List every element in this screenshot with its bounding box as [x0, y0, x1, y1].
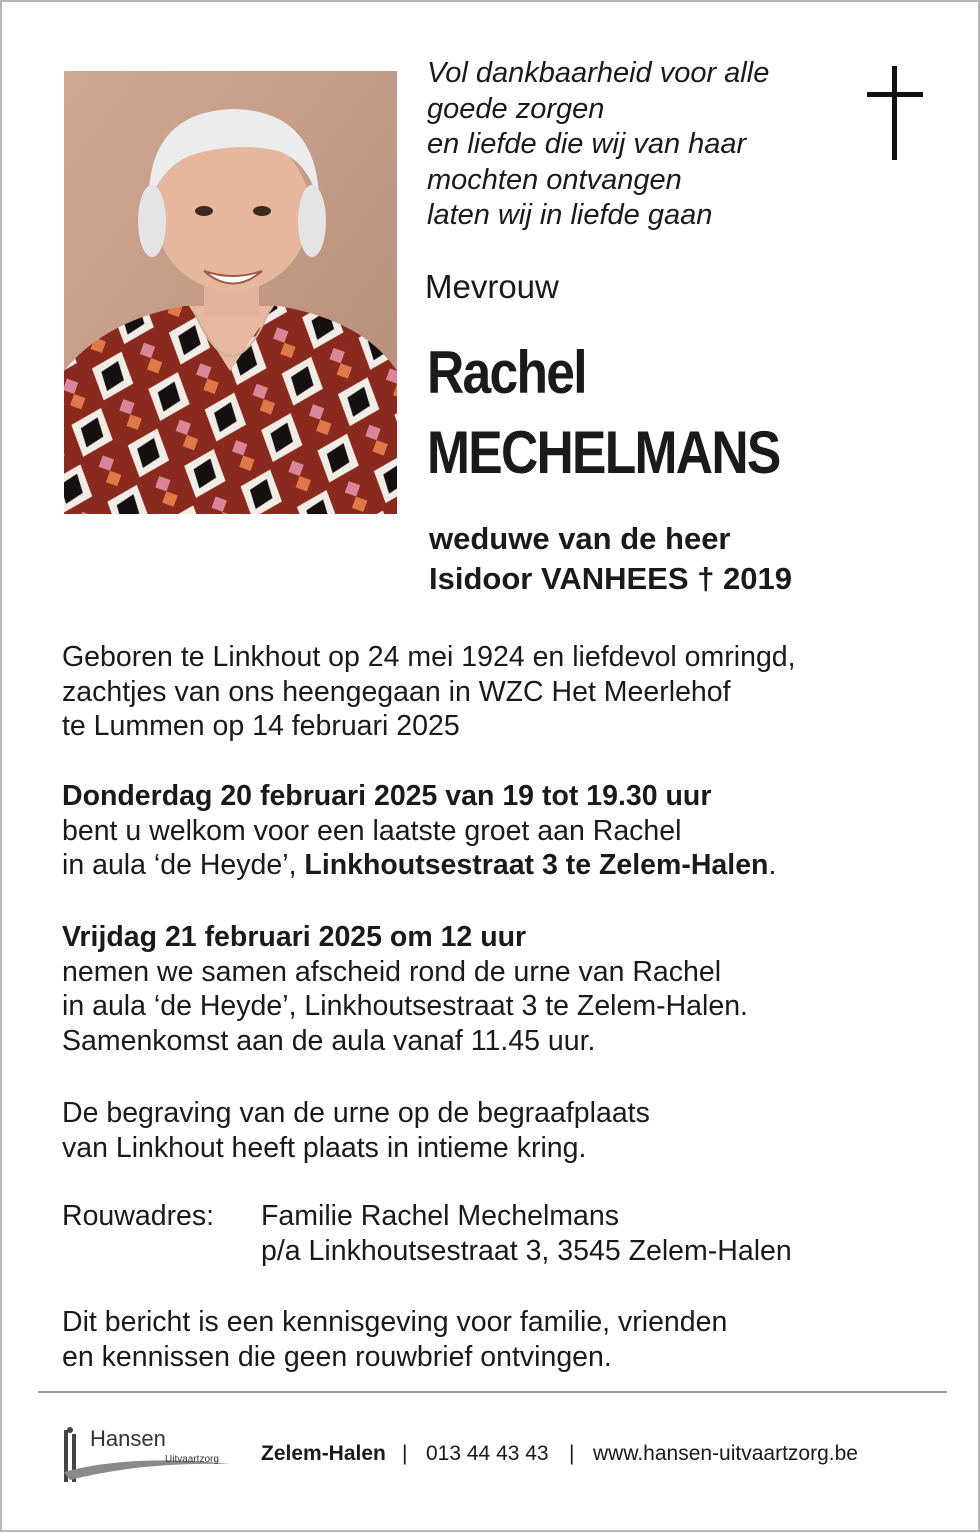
logo-sub: Uitvaartzorg: [165, 1454, 219, 1465]
title-prefix: Mevrouw: [425, 268, 559, 305]
widow-of: [429, 519, 792, 599]
visitation-info: [62, 779, 942, 883]
text-line: De begraving van de urne op de begraafplaats: [62, 1097, 650, 1129]
text-line: zachtjes van ons heengegaan in WZC Het Meerlehof: [62, 675, 731, 708]
farewell-heading: Vrijdag 21 februari 2025 om 12 uur: [62, 921, 527, 953]
notice: [62, 1305, 942, 1374]
poem-line: Vol dankbaarheid voor alle: [427, 57, 770, 89]
footer-phone[interactable]: 013 44 43 43: [426, 1442, 549, 1465]
poem-line: en liefde die wij van haar: [427, 128, 747, 160]
text-line: bent u welkom voor een laatste groet aan Rachel: [62, 814, 682, 847]
text-line: en kennissen die geen rouwbrief ontvingen.: [62, 1340, 612, 1373]
footer-separator: |: [569, 1442, 575, 1465]
footer-town: Zelem-Halen: [261, 1442, 386, 1465]
divider: [38, 1391, 947, 1393]
first-name: Rachel: [427, 339, 586, 406]
poem-line: goede zorgen: [427, 92, 605, 125]
poem-line: mochten ontvangen: [427, 163, 682, 196]
text-line: Dit bericht is een kennisgeving voor familie, vrienden: [62, 1306, 728, 1338]
last-name: MECHELMANS: [427, 419, 780, 486]
hansen-logo: [60, 1424, 235, 1484]
text-line: van Linkhout heeft plaats in intieme kring.: [62, 1131, 587, 1164]
poem-line: laten wij in liefde gaan: [427, 199, 713, 231]
text-line: in aula ‘de Heyde’, Linkhoutsestraat 3 te Zelem-Halen.: [62, 990, 748, 1022]
widow-line: Isidoor VANHEES † 2019: [429, 561, 792, 596]
widow-line: weduwe van de heer: [429, 521, 731, 556]
address-line: Familie Rachel Mechelmans: [261, 1200, 619, 1232]
text-segment: in aula ‘de Heyde’,: [62, 849, 305, 881]
visitation-address: Linkhoutsestraat 3 te Zelem-Halen: [304, 849, 769, 881]
text-line: Geboren te Linkhout op 24 mei 1924 en liefdevol omringd,: [62, 641, 796, 673]
text-line: nemen we samen afscheid rond de urne van Rachel: [62, 955, 722, 988]
footer-separator: |: [402, 1442, 408, 1465]
text-line: te Lummen op 14 februari 2025: [62, 710, 460, 742]
burial-info: [62, 1096, 942, 1165]
latin-cross-icon: [867, 66, 923, 160]
birth-death-info: [62, 640, 942, 744]
text-line: Samenkomst aan de aula vanaf 11.45 uur.: [62, 1024, 596, 1057]
text-segment: .: [768, 849, 777, 881]
address-label: Rouwadres:: [62, 1200, 215, 1232]
farewell-info: [62, 920, 942, 1058]
poem: [427, 56, 847, 234]
portrait-photo: [64, 71, 397, 514]
logo-name: Hansen: [90, 1426, 166, 1451]
address-line: p/a Linkhoutsestraat 3, 3545 Zelem-Halen: [261, 1234, 792, 1267]
visitation-heading: Donderdag 20 februari 2025 van 19 tot 19.30 uur: [62, 780, 712, 812]
footer-website[interactable]: www.hansen-uitvaartzorg.be: [593, 1442, 858, 1465]
address-value: [261, 1199, 792, 1268]
text-line: [62, 848, 942, 883]
